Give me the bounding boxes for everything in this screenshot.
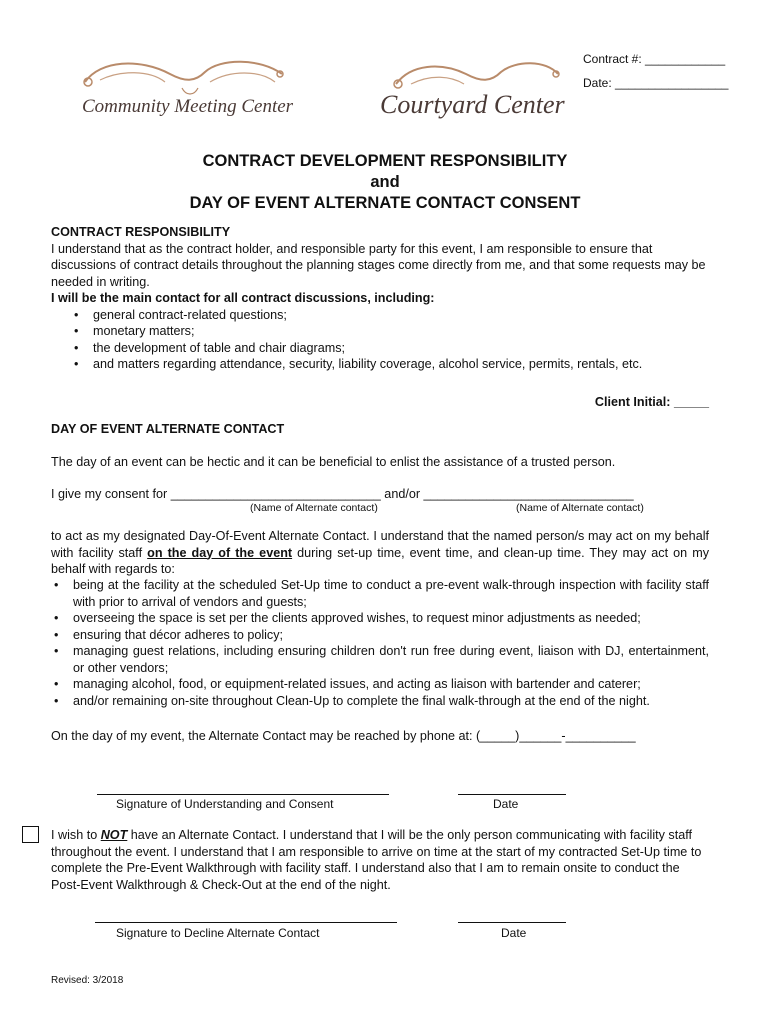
list-item: • managing guest relations, including ensuring children don't run free during event, liaison with DJ, entertainment, or other vendors; xyxy=(51,643,709,676)
phone-number-field[interactable]: On the day of my event, the Alternate Contact may be reached by phone at: (_____)______-__________ xyxy=(51,729,636,743)
title-line-3: DAY OF EVENT ALTERNATE CONTACT CONSENT xyxy=(189,194,581,212)
client-initial-field[interactable]: Client Initial: _____ xyxy=(594,395,709,409)
alternate-contact-intro: The day of an event can be hectic and it can be beneficial to enlist the assistance of a trusted person. xyxy=(51,455,616,469)
consent-name-line[interactable]: I give my consent for ______________________________ and/or ______________________________ xyxy=(51,487,634,501)
list-item: • overseeing the space is set per the clients approved wishes, to request minor adjustments as needed; xyxy=(51,610,709,627)
paragraph-end: during set-up time, event time, and clean-up time. They may act on my behalf with regards to: xyxy=(51,545,710,576)
courtyard-center-logo xyxy=(380,54,570,126)
contract-responsibility-heading: CONTRACT RESPONSIBILITY xyxy=(51,225,231,239)
list-item: • monetary matters; xyxy=(71,323,711,340)
list-item: • managing alcohol, food, or equipment-related issues, and acting as liaison with bartender and caterer; xyxy=(51,676,709,693)
paragraph-underlined: on the day of the event xyxy=(147,545,293,560)
flourish-ornament-left xyxy=(70,52,300,100)
list-item: • and matters regarding attendance, security, liability coverage, alcohol service, permits, rentals, etc. xyxy=(71,356,711,373)
consent-signature-caption: Signature of Understanding and Consent xyxy=(116,797,334,811)
decline-date-caption: Date xyxy=(501,926,527,940)
decline-emphasis: NOT xyxy=(100,828,128,842)
decline-date-line[interactable] xyxy=(458,922,566,923)
title-line-2: and xyxy=(370,173,400,191)
contract-discussion-list xyxy=(71,307,711,373)
decline-alternate-checkbox[interactable] xyxy=(22,826,39,843)
consent-date-caption: Date xyxy=(493,797,519,811)
decline-signature-line[interactable] xyxy=(95,922,397,923)
title-line-1: CONTRACT DEVELOPMENT RESPONSIBILITY xyxy=(202,152,568,170)
consent-date-line[interactable] xyxy=(458,794,566,795)
list-item: • ensuring that décor adheres to policy; xyxy=(51,627,709,644)
decline-signature-caption: Signature to Decline Alternate Contact xyxy=(116,926,320,940)
list-item: • being at the facility at the scheduled Set-Up time to conduct a pre-event walk-through inspection with facility staff with prior to arrival of vendors and guests; xyxy=(51,577,709,610)
contract-responsibility-paragraph: I understand that as the contract holder, and responsible party for this event, I am responsible to ensure that discussions of contract details throughout the planning stages come directly from me, and that some requests may be needed in writing. xyxy=(51,241,706,289)
alternate-contact-duties-list xyxy=(51,577,709,709)
consent-signature-line[interactable] xyxy=(97,794,389,795)
contract-number-field[interactable]: Contract #: ____________ xyxy=(583,52,726,66)
alternate-contact-heading: DAY OF EVENT ALTERNATE CONTACT xyxy=(51,422,285,436)
alternate-contact-paragraph xyxy=(51,528,709,578)
list-item: • general contract-related questions; xyxy=(71,307,711,324)
list-item: • the development of table and chair diagrams; xyxy=(71,340,711,357)
list-item: • and/or remaining on-site throughout Clean-Up to complete the final walk-through at the end of the night. xyxy=(51,693,709,710)
revised-date: Revised: 3/2018 xyxy=(51,975,124,986)
date-field[interactable]: Date: _________________ xyxy=(583,76,729,90)
paragraph-start: to act as my designated Day-Of-Event Alternate Contact. I understand that the named person/s may act on my behalf with facility staff xyxy=(51,529,709,560)
logo-text-left: Community Meeting Center xyxy=(82,96,294,117)
decline-statement xyxy=(51,827,711,893)
contract-responsibility-section xyxy=(51,224,711,373)
alternate-name-caption-2: (Name of Alternate contact) xyxy=(516,502,644,514)
logo-text-right: Courtyard Center xyxy=(380,90,565,119)
main-contact-statement: I will be the main contact for all contract discussions, including: xyxy=(51,291,435,305)
community-meeting-center-logo xyxy=(70,52,300,122)
alternate-name-caption-1: (Name of Alternate contact) xyxy=(250,502,378,514)
decline-prefix: I wish to xyxy=(51,828,101,842)
decline-rest: have an Alternate Contact. I understand that I will be the only person communicating with facility staff throughout the event. I understand that I am responsible to arrive on time at the start of my contracted Set-Up time to complete the Pre-Event Walkthrough with facility staff. I understand also that I am to remain onsite to conduct the Post-Event Walkthrough & Check-Out at the end of the night. xyxy=(51,828,702,892)
